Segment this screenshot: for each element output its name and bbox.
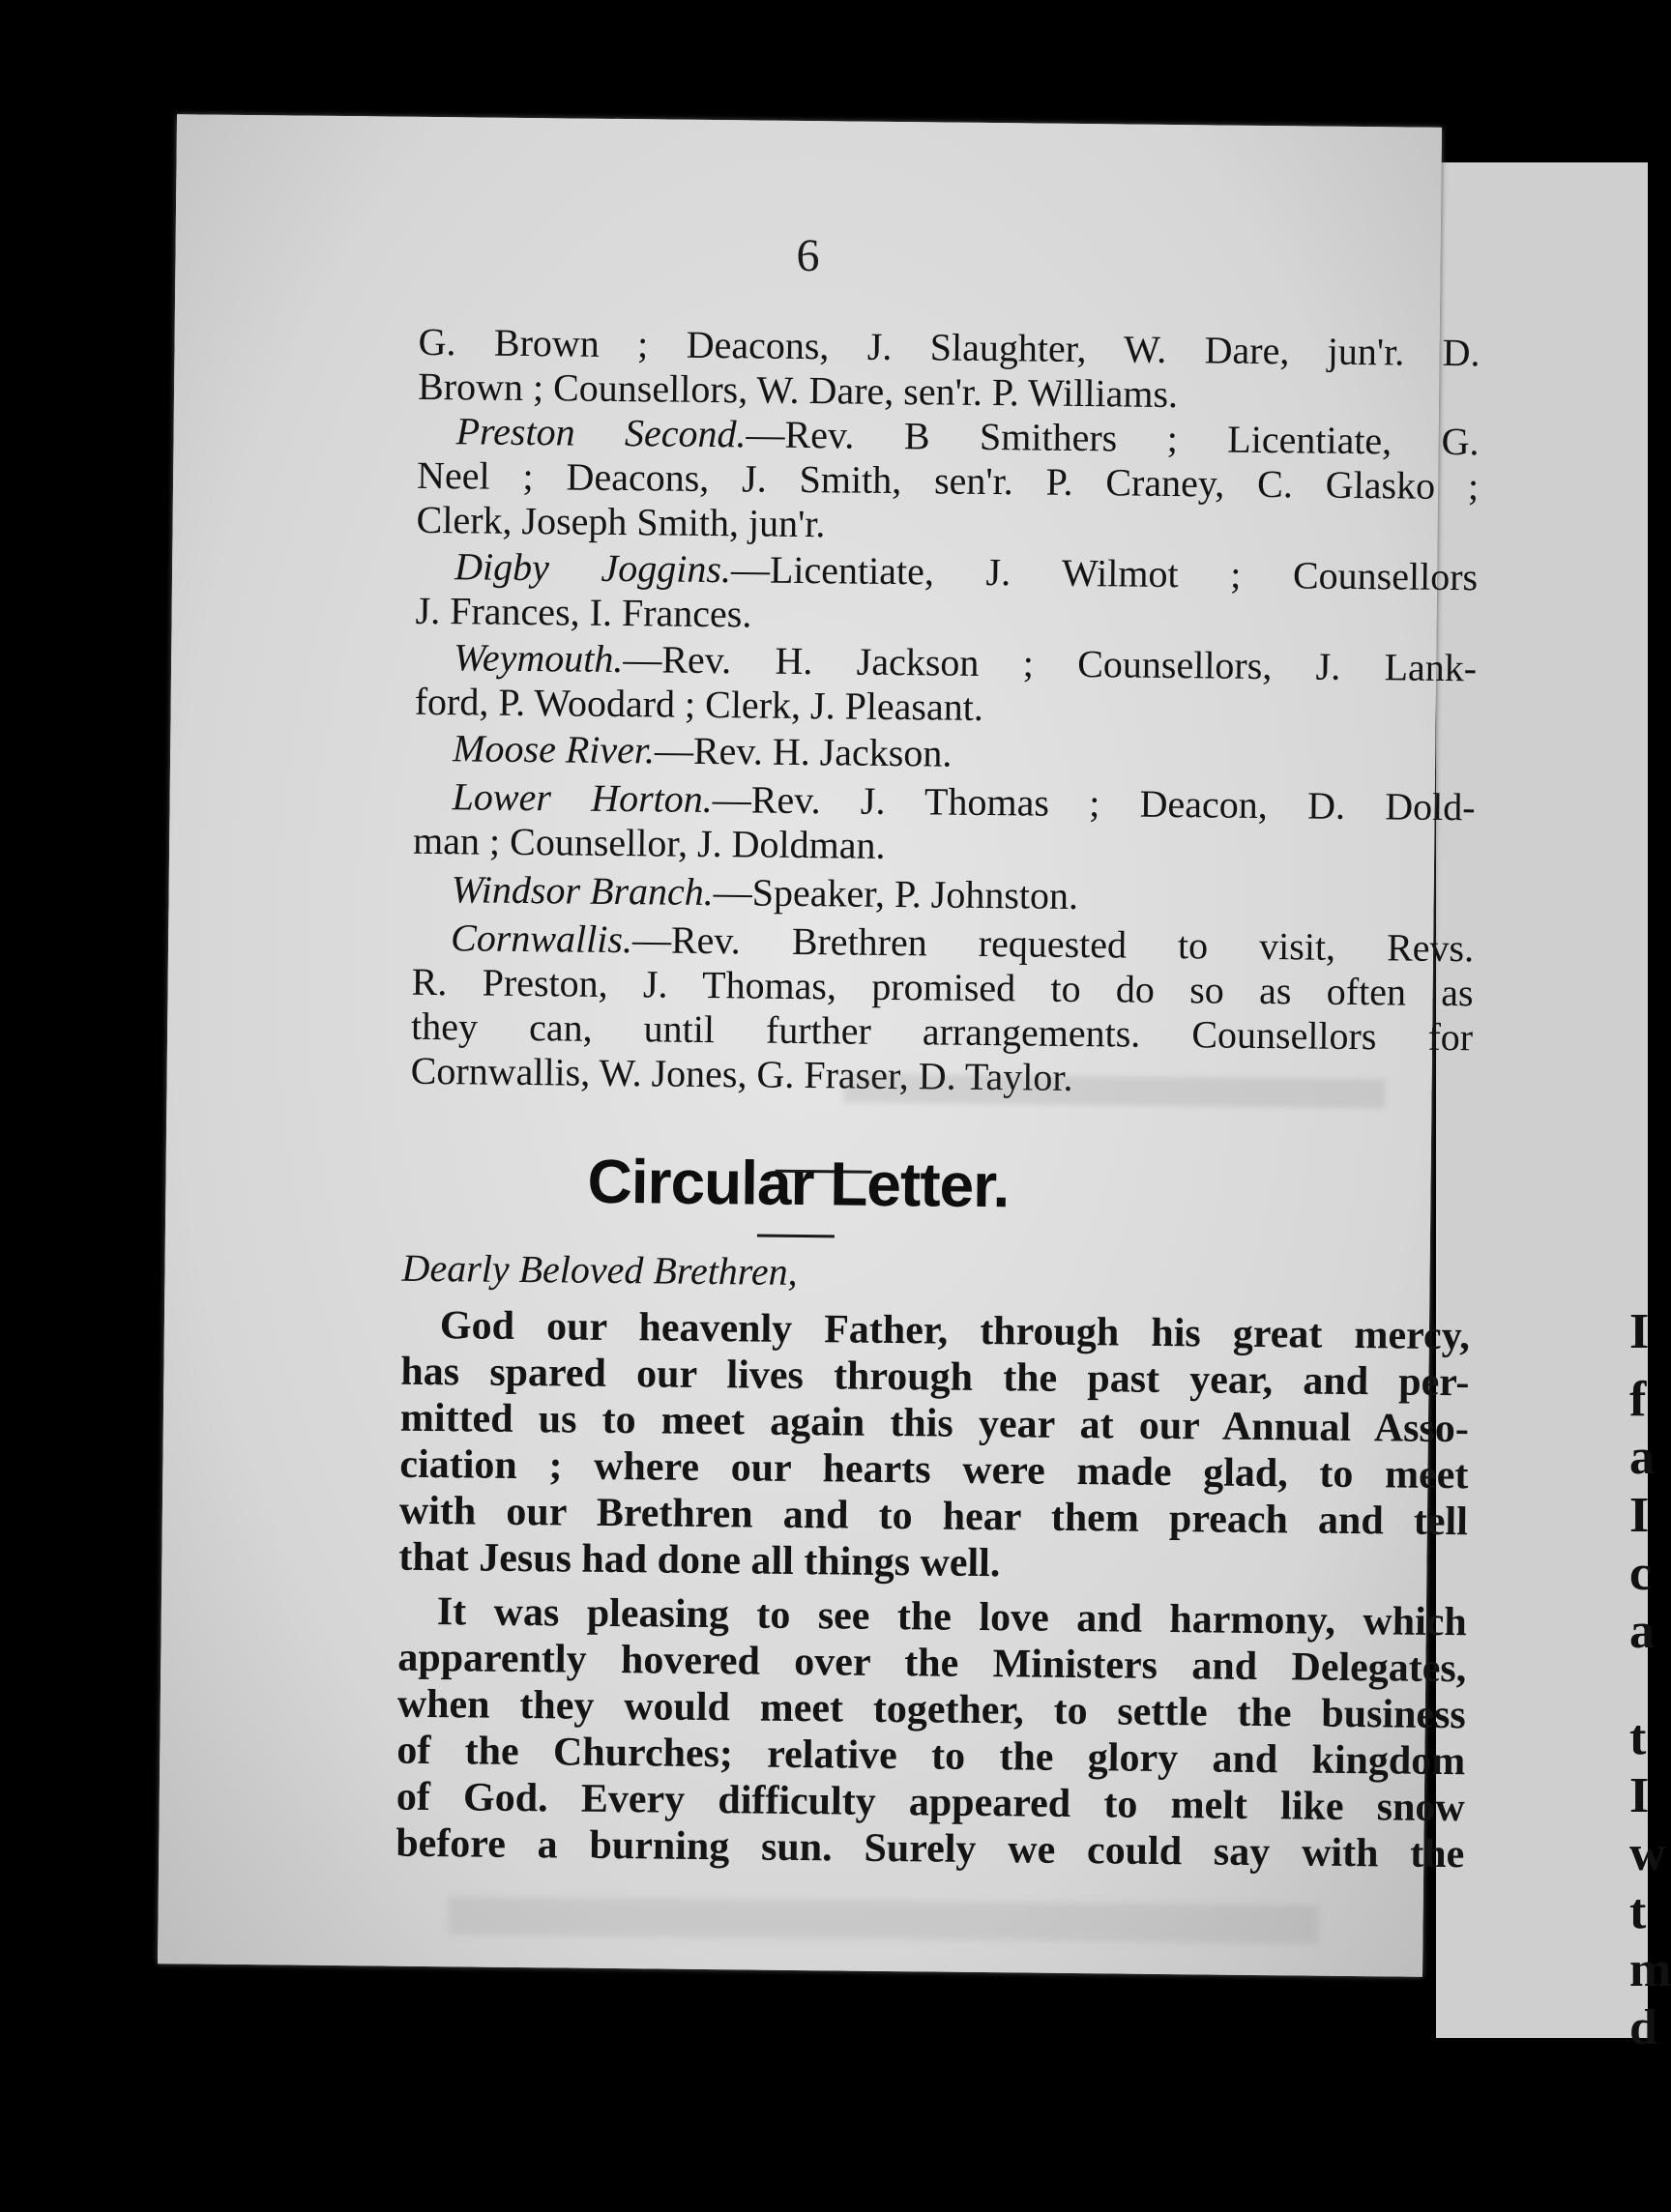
next-page-fragment: a [1629,1604,1655,1659]
entry-text: —Rev. H. Jackson. [654,728,953,775]
paragraph-line: when they would meet together, to settle the business [396,1681,1467,1738]
next-page-fragment: d [1629,2000,1657,2055]
entry-line: Clerk, Joseph Smith, jun'r. [416,497,826,546]
paragraph-line: of God. Every difficulty appeared to melt like snow [396,1774,1466,1831]
entry-line: they can, until further arrangements. Counsellors for [410,1004,1474,1060]
entry-text: —Speaker, P. Johnston. [713,870,1079,918]
paragraph-line: with our Brethren and to hear them preach and tell [398,1488,1469,1545]
next-page-fragment: t [1629,1710,1647,1765]
paragraph-line: of the Churches; relative to the glory and kingdom [396,1728,1466,1785]
next-page-fragment: t [1629,1884,1647,1939]
entry-line: J. Frances, I. Frances. [415,588,752,636]
paragraph-line: has spared our lives through the past year, and per- [400,1349,1470,1406]
church-name: Moose River. [452,726,656,772]
next-page-fragment: I [1629,1304,1650,1359]
paragraph-line: apparently hovered over the Ministers and Delegates, [397,1635,1467,1692]
church-officers-list [410,117,1482,1099]
heading-underline [757,1235,835,1238]
page-number: 6 [796,229,820,282]
next-page-fragment: c [1629,1546,1653,1601]
bleed-through-mark [448,1896,1318,1943]
church-name: Lower Horton. [452,774,714,822]
paragraph-line: before a burning sun. Surely we could say with the [396,1820,1465,1877]
entry-windsor-branch [412,867,1474,922]
document-page [158,114,1480,1977]
entry-line: Brown ; Counsellors, W. Dare, sen'r. P. Williams. [417,364,1179,417]
entry-line: man ; Counsellor, J. Doldman. [412,818,886,867]
next-page-fragment: I [1629,1768,1650,1823]
entry-line: Cornwallis, W. Jones, G. Fraser, D. Taylor. [410,1048,1073,1099]
letter-heading: Circular Letter. [587,1146,1010,1221]
entry-text: —Rev. Brethren requested to visit, Revs. [631,917,1475,971]
next-page-fragment: I [1629,1488,1650,1543]
church-name: Weymouth. [453,635,624,682]
church-name: Preston Second. [455,409,747,456]
entry-text: —Rev. J. Thomas ; Deacon, D. Dold- [712,777,1476,830]
paragraph-line: ciation ; where our hearts were made glad, to meet [399,1441,1469,1499]
church-name: Windsor Branch. [451,867,715,915]
next-page-fragment: f [1629,1372,1647,1427]
entry-text: —Rev. H. Jackson ; Counsellors, J. Lank- [623,637,1478,690]
paragraph-line: It was pleasing to see the love and harmony, which [436,1589,1468,1645]
letter-salutation: Dearly Beloved Brethren, [401,1245,798,1294]
entry-moose-river [414,726,1476,781]
paragraph-line: God our heavenly Father, through his great mercy, [439,1303,1471,1359]
entry-line: G. Brown ; Deacons, J. Slaughter, W. Dare, jun'r. D. [418,319,1480,375]
next-page-fragment: m [1629,1942,1671,1997]
entry-line: R. Preston, J. Thomas, promised to do so as often as [411,959,1474,1015]
paragraph-line: that Jesus had done all things well. [398,1534,1001,1586]
entry-line: Neel ; Deacons, J. Smith, sen'r. P. Craney, C. Glasko ; [416,452,1480,509]
bleed-through-mark [843,1073,1385,1108]
next-page-fragment: w [1629,1826,1666,1881]
entry-line: ford, P. Woodard ; Clerk, J. Pleasant. [414,679,984,729]
next-page-fragment: a [1629,1430,1655,1485]
entry-text: —Licentiate, J. Wilmot ; Counsellors [730,547,1479,599]
church-name: Digby Joggins. [454,544,732,592]
entry-text: —Rev. B Smithers ; Licentiate, G. [746,412,1480,464]
church-name: Cornwallis. [450,916,633,962]
paragraph-line: mitted us to meet again this year at our Annual Asso- [399,1395,1470,1452]
